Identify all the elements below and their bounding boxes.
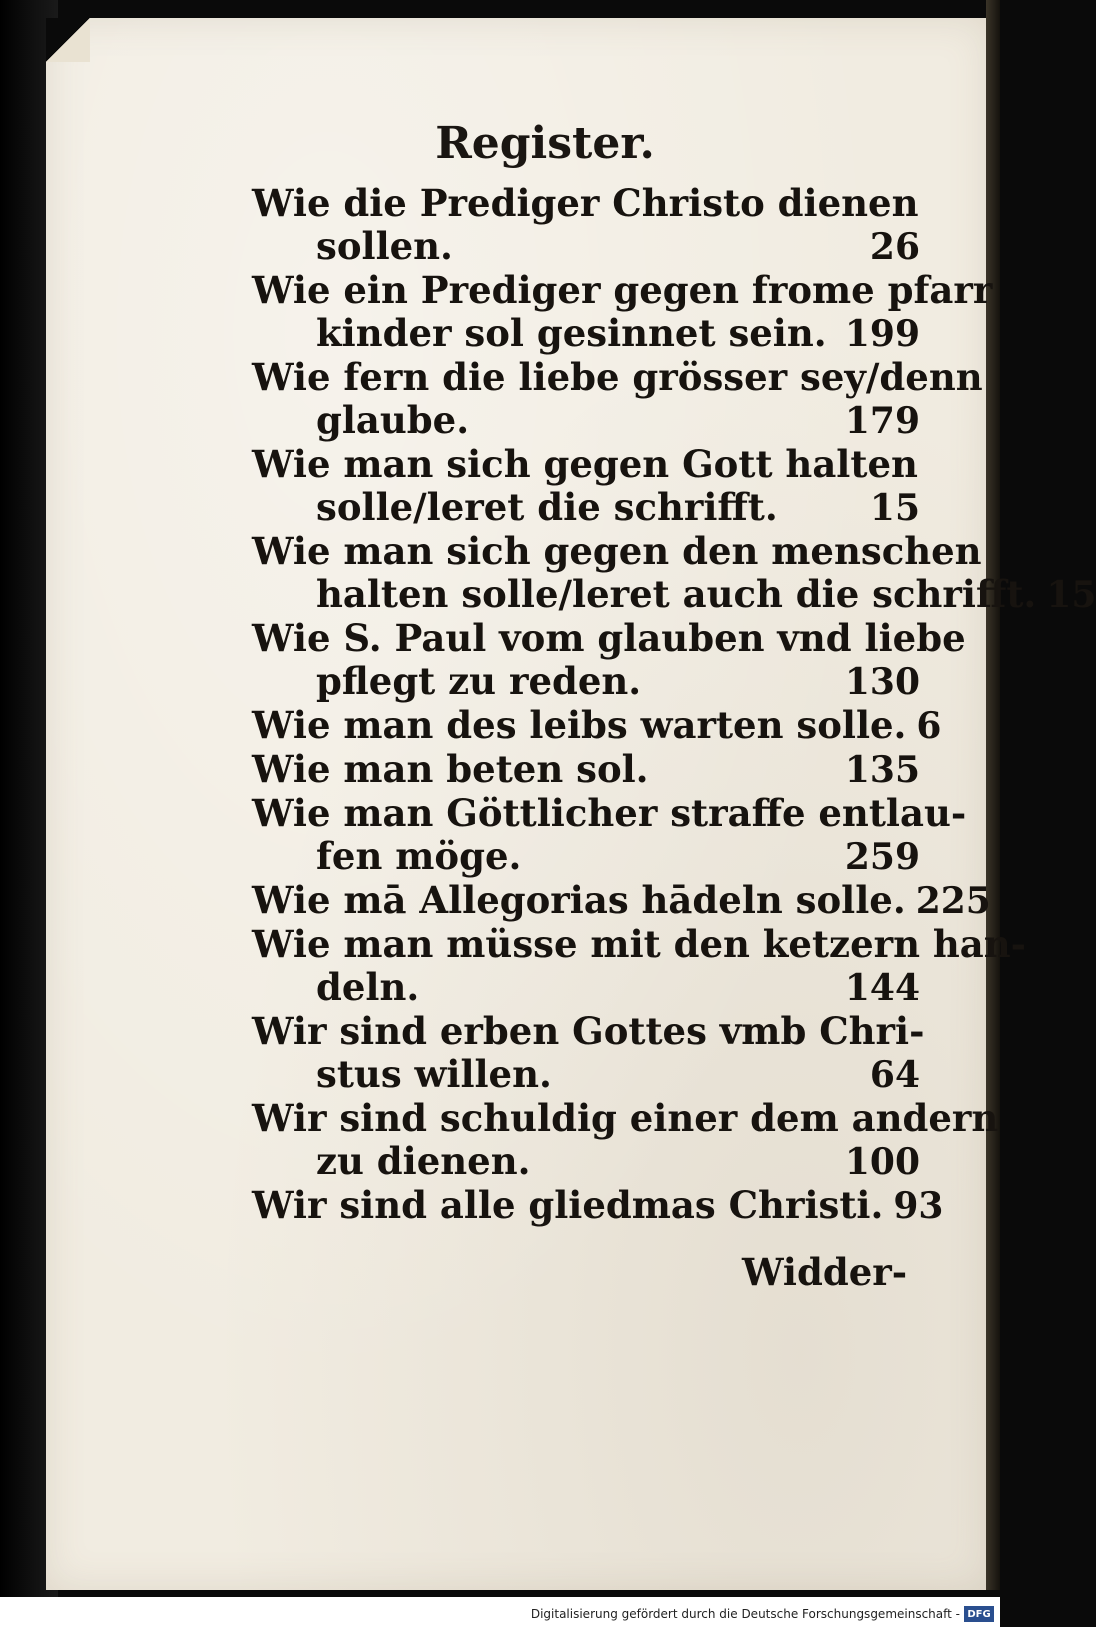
page-number: 6 <box>916 705 942 747</box>
entry-first-line <box>252 182 920 225</box>
entry-first-line <box>252 616 966 660</box>
entry-continuation: solle/leret die schrifft. <box>316 485 778 529</box>
register-entry <box>252 748 920 792</box>
catchword: Widder- <box>742 1250 908 1294</box>
register-entry <box>252 791 967 879</box>
page-number: 225 <box>915 880 991 922</box>
entry-text: Wie mā Allegorias hādeln solle. <box>252 878 906 922</box>
page-number: 100 <box>844 1141 920 1183</box>
register-entry <box>252 443 920 530</box>
entry-continuation: pflegt zu reden. <box>316 659 642 703</box>
entry-text: Wie man Göttlicher straffe entlau- <box>252 791 967 835</box>
page-number: 15 <box>869 487 920 529</box>
register-entry <box>252 529 1096 617</box>
entry-first-line <box>252 703 942 748</box>
entry-text: Wie S. Paul vom glauben vnd liebe <box>252 616 966 660</box>
entry-text: Wie man sich gegen Gott halten <box>252 442 918 486</box>
entry-first-line <box>252 268 993 312</box>
entry-continuation: glaube. <box>316 398 470 442</box>
entry-continuation-line <box>252 225 920 269</box>
entry-continuation-line <box>252 660 920 704</box>
entry-continuation-line <box>252 835 920 879</box>
entry-continuation: zu dienen. <box>316 1139 531 1183</box>
entry-continuation-line <box>252 1053 920 1097</box>
entry-first-line <box>252 878 991 923</box>
entry-first-line <box>252 1183 944 1228</box>
entry-first-line <box>252 355 983 399</box>
entry-continuation-line <box>252 486 920 530</box>
page-number: 135 <box>844 749 920 791</box>
entry-continuation: halten solle/leret auch die schrifft. <box>316 572 1037 616</box>
entry-text: Wie die Prediger Christo dienen <box>252 181 919 225</box>
entry-text: Wie ein Prediger gegen frome pfarr <box>252 268 993 312</box>
entry-continuation: sollen. <box>316 224 453 268</box>
page-number: 199 <box>844 313 920 355</box>
register-entry <box>252 878 991 923</box>
register-entry <box>252 182 920 269</box>
page-number: 144 <box>844 967 920 1009</box>
entry-continuation: kinder sol gesinnet sein. <box>316 311 827 355</box>
entry-text: Wie fern die liebe grösser sey/denn <box>252 355 983 399</box>
entry-first-line <box>252 443 920 486</box>
entry-first-line <box>252 791 967 835</box>
entry-continuation-line <box>252 399 920 443</box>
entry-first-line <box>252 1009 925 1053</box>
register-entry <box>252 1009 925 1097</box>
entry-continuation: deln. <box>316 965 420 1009</box>
entry-continuation-line <box>252 572 1096 617</box>
page-number: 64 <box>869 1054 920 1096</box>
footer-bar <box>0 1597 1000 1627</box>
register-entry <box>252 268 993 356</box>
page-number: 15 <box>1046 574 1096 616</box>
page-number: 130 <box>844 661 920 703</box>
entry-continuation: stus willen. <box>316 1052 552 1096</box>
entry-text: Wir sind schuldig einer dem andern <box>252 1096 999 1140</box>
entry-text: Wie man beten sol. <box>252 747 649 791</box>
entry-first-line <box>252 922 1027 966</box>
entry-text: Wie man sich gegen den menschen <box>252 529 982 573</box>
entry-first-line <box>252 748 920 792</box>
register-list <box>252 181 1096 1228</box>
entry-continuation: fen möge. <box>316 834 522 878</box>
entry-text: Wir sind alle gliedmas Christi. <box>252 1183 884 1227</box>
register-entry <box>252 922 1027 1010</box>
entry-text: Wie man müsse mit den ketzern han- <box>252 922 1027 966</box>
entry-first-line <box>252 1096 999 1140</box>
footer-credit: Digitalisierung gefördert durch die Deutsche Forschungsgemeinschaft - <box>530 1607 960 1621</box>
page-edge-right <box>986 0 1000 1590</box>
page-number: 179 <box>844 400 920 442</box>
entry-continuation-line <box>252 312 920 356</box>
page-number: 259 <box>844 836 920 878</box>
page-number: 26 <box>869 226 920 268</box>
register-entry <box>252 1183 944 1228</box>
register-entry <box>252 703 942 748</box>
entry-text: Wir sind erben Gottes vmb Chri- <box>252 1009 925 1053</box>
dfg-logo-icon: DFG <box>964 1606 994 1622</box>
register-entry <box>252 355 983 443</box>
register-entry <box>252 616 966 704</box>
entry-continuation-line <box>252 1140 920 1184</box>
register-entry <box>252 1096 999 1184</box>
page-header: Register. <box>435 118 655 169</box>
entry-first-line <box>252 529 982 573</box>
page-number: 93 <box>893 1185 944 1227</box>
folded-corner <box>46 18 90 62</box>
entry-continuation-line <box>252 966 920 1010</box>
entry-text: Wie man des leibs warten solle. <box>252 703 907 747</box>
